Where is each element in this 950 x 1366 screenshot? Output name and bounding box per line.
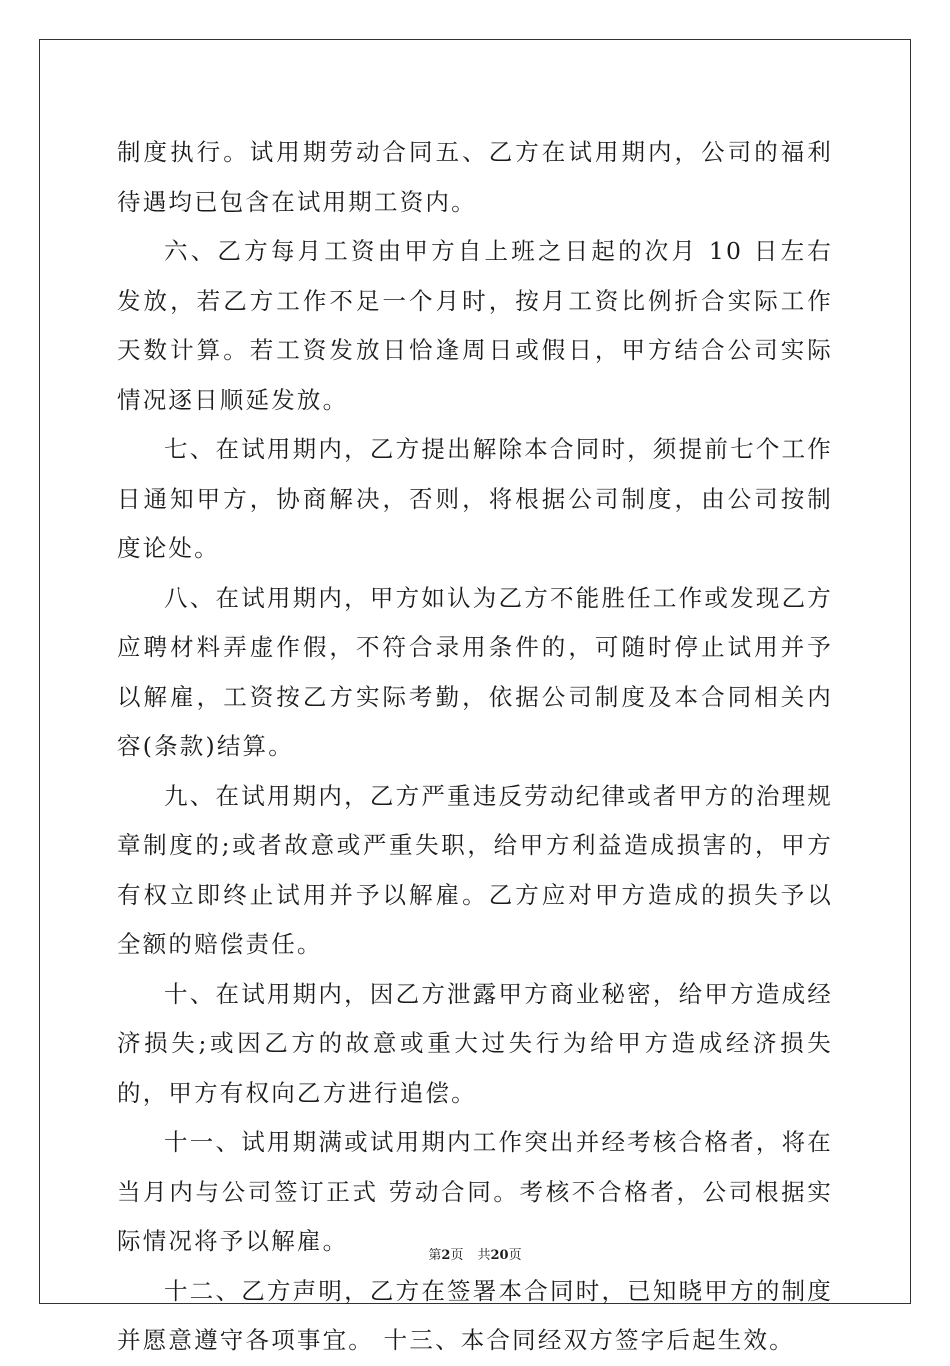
total-prefix: 共	[477, 1248, 491, 1263]
document-body	[117, 128, 833, 1366]
page-footer	[0, 1248, 950, 1264]
total-suffix: 页	[508, 1248, 522, 1263]
paragraph-7: 十一、试用期满或试用期内工作突出并经考核合格者，将在当月内与公司签订正式 劳动合同。考核不合格者，公司根据实际情况将予以解雇。	[117, 1128, 833, 1255]
total-pages: 20	[490, 1248, 509, 1263]
page-suffix: 页	[450, 1248, 464, 1263]
paragraph-6: 十、在试用期内，因乙方泄露甲方商业秘密，给甲方造成经济损失;或因乙方的故意或重大过失行为给甲方造成经济损失的，甲方有权向乙方进行追偿。	[117, 979, 833, 1107]
paragraph-5: 九、在试用期内，乙方严重违反劳动纪律或者甲方的治理规章制度的;或者故意或严重失职，给甲方利益造成损害的，甲方有权立即终止试用并予以解雇。乙方应对甲方造成的损失予以全额的赔偿责任。	[117, 781, 833, 958]
paragraph-2: 六、乙方每月工资由甲方自上班之日起的次月 10 日左右发放，若乙方工作不足一个月时，按月工资比例折合实际工作天数计算。若工资发放日恰逢周日或假日，甲方结合公司实际情况逐日顺延发放。	[117, 237, 833, 414]
paragraph-4: 八、在试用期内，甲方如认为乙方不能胜任工作或发现乙方应聘材料弄虚作假，不符合录用条件的，可随时停止试用并予以解雇，工资按乙方实际考勤，依据公司制度及本合同相关内容(条款)结算。	[117, 583, 833, 760]
paragraph-1: 制度执行。试用期劳动合同五、乙方在试用期内，公司的福利待遇均已包含在试用期工资内。	[117, 138, 833, 216]
paragraph-3: 七、在试用期内，乙方提出解除本合同时，须提前七个工作日通知甲方，协商解决，否则，将根据公司制度，由公司按制度论处。	[117, 435, 833, 562]
page-number: 2	[441, 1248, 451, 1263]
paragraph-8: 十二、乙方声明，乙方在签署本合同时，已知晓甲方的制度并愿意遵守各项事宜。 十三、本合同经双方签字后起生效。	[117, 1276, 833, 1354]
page-prefix: 第	[428, 1248, 442, 1263]
